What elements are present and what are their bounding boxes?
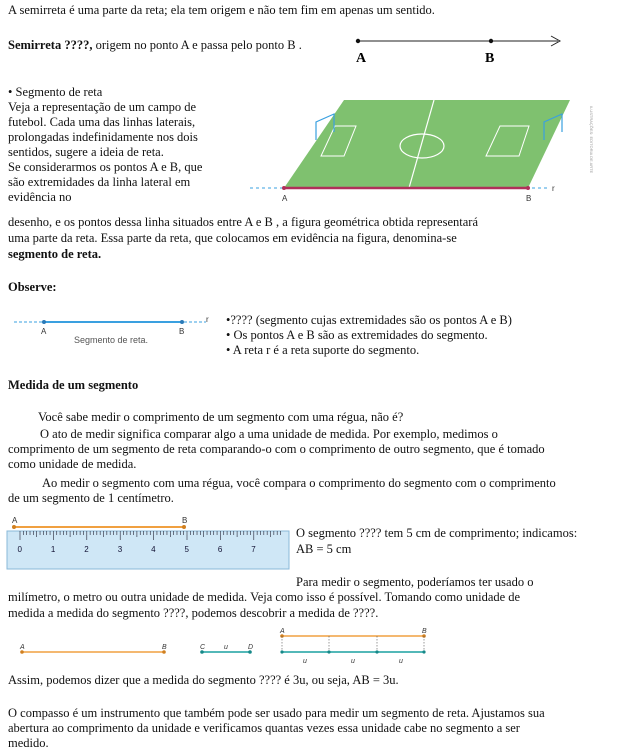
ruler-number: 7 <box>251 545 256 554</box>
ruler-number: 0 <box>17 545 22 554</box>
field-label-r: r <box>552 184 555 193</box>
medida-p4-line3: medida a medida do segmento ????, podemos descobrir a medida de ????. <box>8 606 379 620</box>
medida-p3 <box>8 476 556 506</box>
cmp-label-a: A <box>280 628 285 635</box>
text-line: prolongadas indefinidamente nos dois <box>8 130 198 144</box>
point-a <box>356 39 360 43</box>
illustration-credit: ILUSTRAÇÕES: EDITORIA DE ARTE <box>589 106 594 174</box>
segment-measure-diagram <box>14 626 434 668</box>
segmento-paragraph-1 <box>8 100 234 205</box>
unit-label: u <box>399 658 403 665</box>
field-label-a: A <box>282 194 288 203</box>
text-line: como unidade de medida. <box>8 457 137 471</box>
medida-p2 <box>8 427 545 472</box>
ruler-number: 4 <box>151 545 156 554</box>
text-line: O compasso é um instrumento que também pode ser usado para medir um segmento de reta. Ajustamos sua <box>8 706 545 720</box>
ruler-number: 6 <box>217 545 223 554</box>
segmento-p2-line1: desenho, e os pontos dessa linha situados entre A e B , a figura geométrica obtida representará <box>8 215 478 229</box>
ruler-number: 3 <box>117 545 123 554</box>
ruler-body <box>7 531 289 569</box>
ruler-text-1: O segmento ???? tem 5 cm de comprimento; indicamos: <box>296 526 578 540</box>
text-line: são extremidades da linha lateral em <box>8 175 191 189</box>
ab-label-b: B <box>162 644 167 651</box>
text-line: futebol. Cada uma das linhas laterais, <box>8 115 196 129</box>
segment-diagram <box>12 312 216 348</box>
text-line: sentidos, sugere a ideia de reta. <box>8 145 164 159</box>
semirreta-diagram <box>340 28 570 68</box>
text-line: medido. <box>8 736 49 750</box>
seg-caption: Segmento de reta. <box>74 335 149 345</box>
text-line: Veja a representação de um campo de <box>8 100 197 114</box>
ruler-label-a: A <box>12 516 18 525</box>
semirreta-term: Semirreta ????, <box>8 38 93 52</box>
bullet-item: •???? (segmento cujas extremidades são os pontos A e B) <box>226 313 512 327</box>
point-b <box>489 39 493 43</box>
seg-label-a: A <box>41 327 47 336</box>
text-line: abertura ao comprimento da unidade e verificamos quantas vezes essa unidade cabe no segmento a ser <box>8 721 520 735</box>
ruler-number: 5 <box>184 545 189 554</box>
segmento-term: segmento de reta. <box>8 247 102 261</box>
seg-point-b <box>180 320 184 324</box>
label-b: B <box>485 51 495 66</box>
cd-label-u: u <box>224 644 228 651</box>
text-line: evidência no <box>8 190 72 204</box>
unit-label: u <box>351 658 355 665</box>
observe-heading: Observe: <box>8 280 57 294</box>
assim-text: Assim, podemos dizer que a medida do segmento ???? é 3u, ou seja, AB = 3u. <box>8 673 399 687</box>
ruler-text-2: AB = 5 cm <box>296 542 352 556</box>
observe-bullets <box>226 313 512 358</box>
medida-p1: Você sabe medir o comprimento de um segmento com uma régua, não é? <box>38 410 404 424</box>
semirreta-definition <box>8 38 302 53</box>
cd-label-d: D <box>248 644 254 651</box>
medida-heading: Medida de um segmento <box>8 378 139 392</box>
ruler-label-b: B <box>182 516 188 525</box>
intro-text: A semirreta é uma parte da reta; ela tem origem e não tem fim em apenas um sentido. <box>8 3 435 17</box>
unit-label: u <box>303 658 307 665</box>
cd-label-c: C <box>200 644 206 651</box>
seg-point-a <box>42 320 46 324</box>
text-line: de um segmento de 1 centímetro. <box>8 491 174 505</box>
medida-p4-line1: Para medir o segmento, poderíamos ter usado o <box>296 575 534 589</box>
field-point-a <box>282 186 286 190</box>
text-line: Ao medir o segmento com uma régua, você compara o comprimento do segmento com o comprimento <box>42 476 556 490</box>
ruler-number: 2 <box>84 545 89 554</box>
label-a: A <box>356 51 367 66</box>
cmp-label-b: B <box>422 628 427 635</box>
ruler-illustration <box>6 513 290 573</box>
text-line: Se considerarmos os pontos A e B, que <box>8 160 203 174</box>
segmento-heading: • Segmento de reta <box>8 85 103 99</box>
seg-label-b: B <box>179 327 185 336</box>
bullet-item: • A reta r é a reta suporte do segmento. <box>226 343 420 357</box>
text-line: O ato de medir significa comparar algo a uma unidade de medida. Por exemplo, medimos o <box>40 427 498 441</box>
segmento-p2-line2: uma parte da reta. Essa parte da reta, que colocamos em evidência na figura, denomina-se <box>8 231 457 245</box>
medida-p4-line2: milímetro, o metro ou outra unidade de medida. Veja como isso é possível. Tomando como unidade de <box>8 590 521 604</box>
seg-label-r: r <box>206 315 209 324</box>
semirreta-desc: origem no ponto A e passa pelo ponto B . <box>92 38 302 52</box>
ab-label-a: A <box>20 644 25 651</box>
soccer-field-illustration <box>244 96 624 208</box>
bullet-item: • Os pontos A e B são as extremidades do segmento. <box>226 328 488 342</box>
text-line: comprimento de um segmento de reta comparando-o com o comprimento de outro segmento, que é tomado <box>8 442 545 456</box>
compasso-paragraph <box>8 706 545 751</box>
ruler-number: 1 <box>50 545 56 554</box>
field-label-b: B <box>526 194 532 203</box>
field-point-b <box>526 186 530 190</box>
